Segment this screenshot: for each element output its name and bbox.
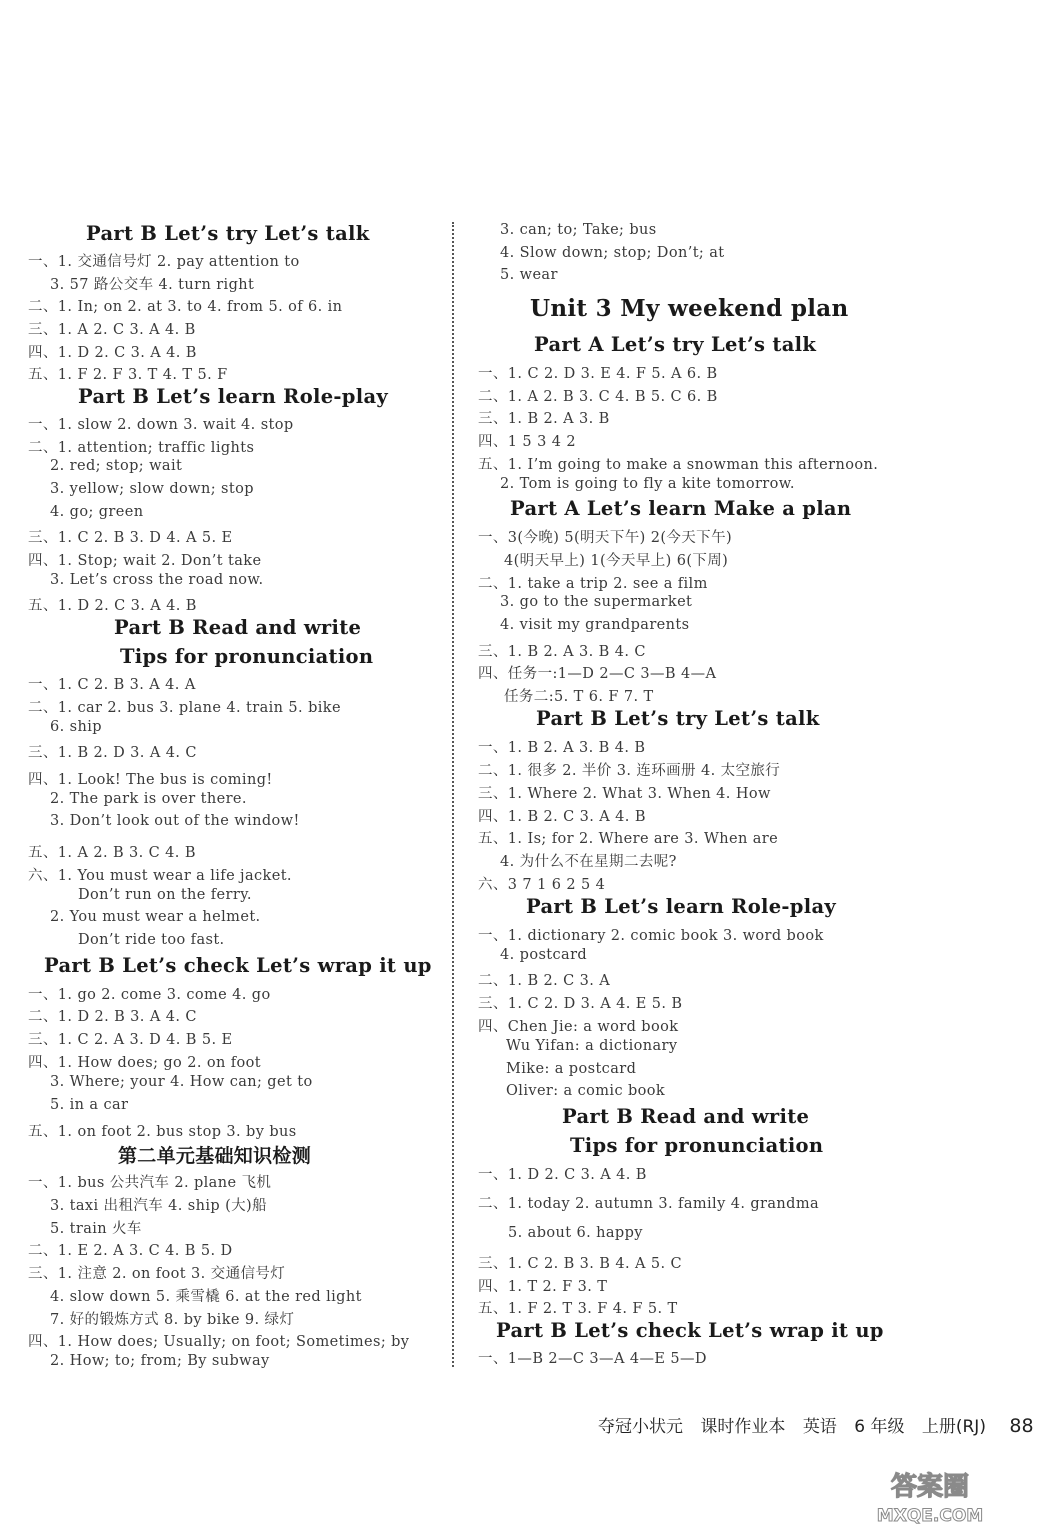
- answer-line: 4. Slow down; stop; Don’t; at: [500, 245, 725, 261]
- section-heading: 第二单元基础知识检测: [118, 1145, 312, 1167]
- section-heading: Part A Let’s learn Make a plan: [510, 497, 852, 520]
- answer-line: 3. Let’s cross the road now.: [50, 572, 264, 588]
- answer-line: 五、1. F 2. T 3. F 4. F 5. T: [478, 1301, 678, 1317]
- answer-line: 三、1. B 2. A 3. B: [478, 411, 610, 427]
- answer-line: 五、1. A 2. B 3. C 4. B: [28, 845, 196, 861]
- answer-line: 4. postcard: [500, 947, 588, 963]
- answer-line: 一、1. C 2. B 3. A 4. A: [28, 677, 196, 693]
- answer-line: 四、1. How does; go 2. on foot: [28, 1055, 261, 1071]
- answer-line: 三、1. C 2. B 3. D 4. A 5. E: [28, 530, 233, 546]
- answer-line: Don’t run on the ferry.: [78, 887, 252, 903]
- answer-line: 二、1. 很多 2. 半价 3. 连环画册 4. 太空旅行: [478, 763, 781, 779]
- answer-line: 四、1. Stop; wait 2. Don’t take: [28, 553, 262, 569]
- section-heading: Part A Let’s try Let’s talk: [534, 333, 817, 356]
- footer-brand: 夺冠小状元: [598, 1417, 683, 1437]
- answer-line: 三、1. C 2. D 3. A 4. E 5. B: [478, 996, 683, 1012]
- answer-line: 4. 为什么不在星期二去呢?: [500, 854, 677, 870]
- section-heading: Part B Read and write: [562, 1105, 810, 1128]
- unit-heading: Unit 3 My weekend plan: [530, 295, 849, 322]
- footer-volume: 上册(RJ): [921, 1417, 986, 1437]
- section-heading: Part B Read and write: [114, 616, 362, 639]
- answer-line: 六、3 7 1 6 2 5 4: [478, 877, 606, 893]
- page-footer: [598, 1412, 1046, 1437]
- section-heading: Tips for pronunciation: [120, 645, 374, 668]
- answer-line: 二、1. E 2. A 3. C 4. B 5. D: [28, 1243, 233, 1259]
- answer-line: 二、1. car 2. bus 3. plane 4. train 5. bike: [28, 700, 341, 716]
- answer-line: 四、1 5 3 4 2: [478, 434, 576, 450]
- answer-line: 五、1. Is; for 2. Where are 3. When are: [478, 831, 779, 847]
- answer-line: 7. 好的锻炼方式 8. by bike 9. 绿灯: [50, 1312, 295, 1328]
- answer-line: 五、1. F 2. F 3. T 4. T 5. F: [28, 367, 228, 383]
- answer-line: 三、1. B 2. A 3. B 4. C: [478, 644, 646, 660]
- watermark-url: MXQE.COM: [876, 1506, 984, 1526]
- answer-line: 2. You must wear a helmet.: [50, 909, 261, 925]
- answer-line: 3. go to the supermarket: [500, 594, 693, 610]
- answer-line: 二、1. B 2. C 3. A: [478, 973, 611, 989]
- section-heading: Part B Let’s learn Role-play: [526, 895, 837, 918]
- answer-line: 四、1. How does; Usually; on foot; Sometimes; by: [28, 1334, 410, 1350]
- answer-line: 一、1. C 2. D 3. E 4. F 5. A 6. B: [478, 366, 718, 382]
- answer-line: 一、3(今晚) 5(明天下午) 2(今天下午): [478, 530, 733, 546]
- answer-line: 3. can; to; Take; bus: [500, 222, 657, 238]
- answer-line: 四、Chen Jie: a word book: [478, 1019, 679, 1035]
- answer-line: Wu Yifan: a dictionary: [506, 1038, 678, 1054]
- footer-series: 课时作业本: [700, 1417, 786, 1437]
- answer-line: 2. Tom is going to fly a kite tomorrow.: [500, 476, 795, 492]
- watermark-logo: [868, 1465, 992, 1529]
- answer-line: 四、1. T 2. F 3. T: [478, 1279, 608, 1295]
- footer-subject: 英语: [802, 1417, 837, 1437]
- answer-line: 二、1. A 2. B 3. C 4. B 5. C 6. B: [478, 389, 718, 405]
- answer-line: 一、1. bus 公共汽车 2. plane 飞机: [28, 1175, 272, 1191]
- answer-line: 2. red; stop; wait: [50, 458, 183, 474]
- answer-line: 三、1. C 2. A 3. D 4. B 5. E: [28, 1032, 233, 1048]
- answer-line: 4. slow down 5. 乘雪橇 6. at the red light: [50, 1289, 362, 1305]
- answer-line: 二、1. D 2. B 3. A 4. C: [28, 1009, 197, 1025]
- answer-line: 5. train 火车: [50, 1221, 142, 1237]
- answer-line: 4(明天早上) 1(今天早上) 6(下周): [504, 553, 729, 569]
- section-heading: Tips for pronunciation: [570, 1134, 824, 1157]
- answer-line: 5. wear: [500, 267, 558, 283]
- answer-line: 5. about 6. happy: [508, 1225, 643, 1241]
- answer-line: 二、1. In; on 2. at 3. to 4. from 5. of 6. in: [28, 299, 343, 315]
- answer-line: Don’t ride too fast.: [78, 932, 225, 948]
- answer-line: 3. 57 路公交车 4. turn right: [50, 277, 255, 293]
- answer-line: 四、1. D 2. C 3. A 4. B: [28, 345, 197, 361]
- answer-line: 一、1. 交通信号灯 2. pay attention to: [28, 254, 300, 270]
- answer-line: 3. taxi 出租汽车 4. ship (大)船: [50, 1198, 268, 1214]
- answer-line: 二、1. take a trip 2. see a film: [478, 576, 708, 592]
- answer-line: 一、1. D 2. C 3. A 4. B: [478, 1167, 647, 1183]
- answer-line: 四、1. Look! The bus is coming!: [28, 772, 273, 788]
- section-heading: Part B Let’s check Let’s wrap it up: [496, 1319, 884, 1342]
- answer-line: 三、1. A 2. C 3. A 4. B: [28, 322, 196, 338]
- answer-line: 3. yellow; slow down; stop: [50, 481, 254, 497]
- answer-line: 六、1. You must wear a life jacket.: [28, 868, 292, 884]
- answer-line: Mike: a postcard: [506, 1061, 637, 1077]
- answer-line: 6. ship: [50, 719, 102, 735]
- answer-line: 五、1. I’m going to make a snowman this afternoon.: [478, 457, 879, 473]
- answer-line: 4. go; green: [50, 504, 144, 520]
- answer-line: 三、1. B 2. D 3. A 4. C: [28, 745, 197, 761]
- section-heading: Part B Let’s try Let’s talk: [536, 707, 820, 730]
- answer-line: 2. The park is over there.: [50, 791, 247, 807]
- answer-line: 三、1. C 2. B 3. B 4. A 5. C: [478, 1256, 683, 1272]
- answer-line: Oliver: a comic book: [506, 1083, 666, 1099]
- section-heading: Part B Let’s check Let’s wrap it up: [44, 954, 432, 977]
- answer-line: 3. Where; your 4. How can; get to: [50, 1074, 313, 1090]
- answer-line: 五、1. on foot 2. bus stop 3. by bus: [28, 1124, 297, 1140]
- answer-line: 一、1. go 2. come 3. come 4. go: [28, 987, 271, 1003]
- answer-line: 三、1. Where 2. What 3. When 4. How: [478, 786, 771, 802]
- answer-line: 3. Don’t look out of the window!: [50, 813, 300, 829]
- footer-grade: 6 年级: [854, 1417, 905, 1437]
- answer-line: 任务二:5. T 6. F 7. T: [504, 689, 654, 705]
- watermark-logo-text: 答案圈: [890, 1472, 970, 1502]
- answer-line: 一、1. dictionary 2. comic book 3. word book: [478, 928, 824, 944]
- answer-line: 五、1. D 2. C 3. A 4. B: [28, 598, 197, 614]
- section-heading: Part B Let’s learn Role-play: [78, 385, 389, 408]
- answer-line: 四、1. B 2. C 3. A 4. B: [478, 809, 646, 825]
- answer-line: 一、1. slow 2. down 3. wait 4. stop: [28, 417, 294, 433]
- answer-line: 2. How; to; from; By subway: [50, 1353, 270, 1369]
- answer-line: 四、任务一:1—D 2—C 3—B 4—A: [478, 666, 717, 682]
- page-number: 88: [1009, 1415, 1034, 1437]
- answer-line: 二、1. attention; traffic lights: [28, 440, 255, 456]
- answer-line: 一、1—B 2—C 3—A 4—E 5—D: [478, 1351, 707, 1367]
- answer-line: 4. visit my grandparents: [500, 617, 690, 633]
- column-divider: [452, 222, 454, 1367]
- answer-line: 一、1. B 2. A 3. B 4. B: [478, 740, 646, 756]
- answer-line: 5. in a car: [50, 1097, 129, 1113]
- answer-line: 三、1. 注意 2. on foot 3. 交通信号灯: [28, 1266, 286, 1282]
- answer-line: 二、1. today 2. autumn 3. family 4. grandma: [478, 1196, 820, 1212]
- section-heading: Part B Let’s try Let’s talk: [86, 222, 370, 245]
